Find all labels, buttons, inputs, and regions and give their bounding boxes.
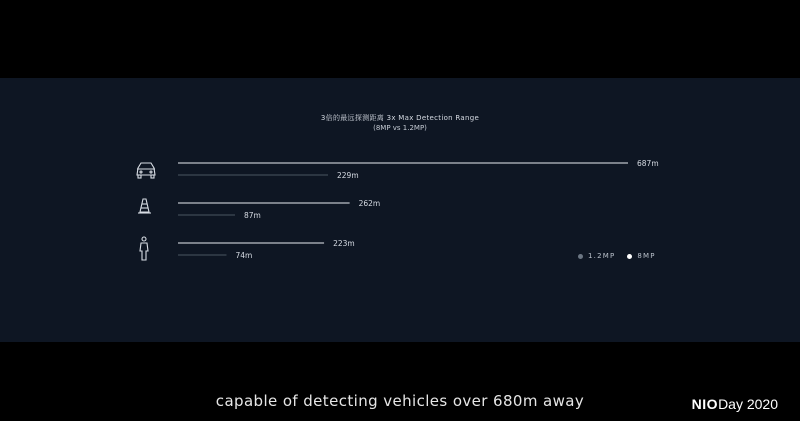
chart-subtitle: (8MP vs 1.2MP) xyxy=(373,124,427,132)
subtitle-caption: capable of detecting vehicles over 680m away xyxy=(215,392,585,410)
traffic-cone-icon xyxy=(138,199,151,213)
brand-logo xyxy=(692,396,778,412)
bar-label-1-2mp-2: 74m xyxy=(235,251,253,260)
legend-label-8mp: 8MP xyxy=(637,252,656,260)
bar-label-1-2mp-1: 87m xyxy=(243,211,261,220)
bar-label-1-2mp-0: 229m xyxy=(337,171,359,180)
pedestrian-icon xyxy=(140,237,148,260)
bar-label-8mp-0: 687m xyxy=(637,159,659,168)
legend-dot-8mp xyxy=(627,254,632,259)
brand-day: Day 2020 xyxy=(718,396,778,412)
legend-label-1-2mp: 1.2MP xyxy=(588,252,616,260)
car-icon xyxy=(137,163,155,178)
bar-label-8mp-1: 262m xyxy=(358,199,381,208)
legend-dot-1-2mp xyxy=(578,254,583,259)
brand-nio: NIO xyxy=(691,396,719,412)
bar-label-8mp-2: 223m xyxy=(333,239,355,248)
chart-legend xyxy=(578,252,656,260)
legend-item-1-2mp xyxy=(578,252,615,260)
chart-title: 3倍的最远探测距离 3x Max Detection Range xyxy=(320,114,480,122)
legend-item-8mp xyxy=(627,252,655,260)
